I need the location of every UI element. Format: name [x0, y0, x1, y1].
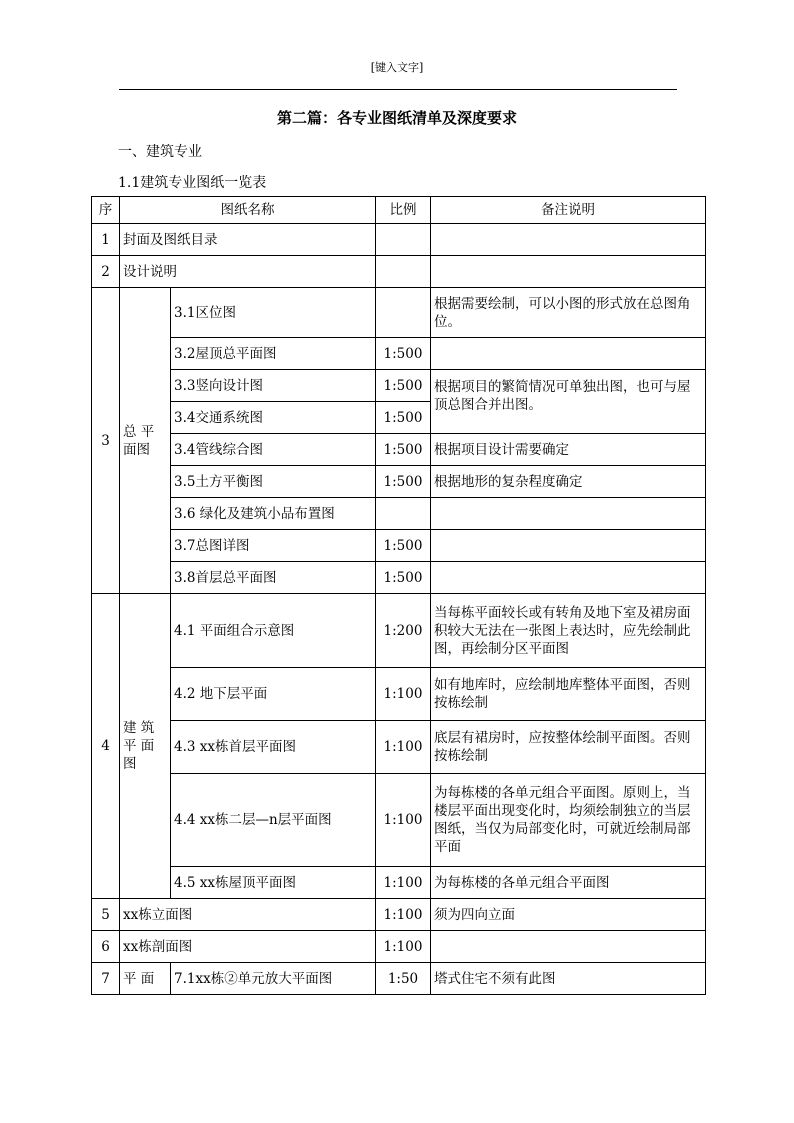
- row-ratio: 1:500: [376, 562, 431, 594]
- row-ratio: 1:200: [376, 594, 431, 668]
- table-row: [92, 530, 706, 562]
- row-ratio: 1:500: [376, 434, 431, 466]
- row-ratio: 1:100: [376, 774, 431, 867]
- header-name: 图纸名称: [120, 197, 376, 224]
- row-ratio: 1:100: [376, 931, 431, 963]
- row-ratio: [376, 256, 431, 288]
- row-seq: 3: [92, 288, 120, 594]
- header-note: 备注说明: [431, 197, 706, 224]
- table-row: [92, 370, 706, 402]
- subsection-heading: 1.1建筑专业图纸一览表: [118, 175, 267, 191]
- row-ratio: 1:50: [376, 963, 431, 995]
- row-name: 3.1区位图: [171, 288, 376, 338]
- row-note: 须为四向立面: [431, 899, 706, 931]
- row-note: 当每栋平面较长或有转角及地下室及裙房面积较大无法在一张图上表达时，应先绘制此图，再绘制分区平面图: [431, 594, 706, 668]
- header-ratio: 比例: [376, 197, 431, 224]
- row-ratio: 1:500: [376, 338, 431, 370]
- table-row: [92, 498, 706, 530]
- table-row: [92, 434, 706, 466]
- table-row: [92, 594, 706, 668]
- header-seq: 序: [92, 197, 120, 224]
- row-note: 塔式住宅不须有此图: [431, 963, 706, 995]
- row-note: 根据项目的繁简情况可单独出图，也可与屋顶总图合并出图。: [431, 370, 706, 434]
- row-name: 4.2 地下层平面: [171, 668, 376, 721]
- row-note: 根据需要绘制，可以小图的形式放在总图角位。: [431, 288, 706, 338]
- row-name: xx栋剖面图: [120, 931, 376, 963]
- table-row: [92, 224, 706, 256]
- header-rule: [119, 89, 677, 90]
- table-row: [92, 774, 706, 867]
- row-name: 3.4交通系统图: [171, 402, 376, 434]
- row-seq: 4: [92, 594, 120, 899]
- row-note: 根据项目设计需要确定: [431, 434, 706, 466]
- row-note: 为每栋楼的各单元组合平面图: [431, 867, 706, 899]
- table-row: [92, 466, 706, 498]
- row-ratio: 1:100: [376, 899, 431, 931]
- row-note: [431, 224, 706, 256]
- row-name: 4.5 xx栋屋顶平面图: [171, 867, 376, 899]
- row-seq: 1: [92, 224, 120, 256]
- row-name: 4.4 xx栋二层—n层平面图: [171, 774, 376, 867]
- row-note: [431, 931, 706, 963]
- table-row: [92, 338, 706, 370]
- row-ratio: [376, 498, 431, 530]
- row-name: xx栋立面图: [120, 899, 376, 931]
- row-name: 3.4管线综合图: [171, 434, 376, 466]
- page-header: [键入文字]: [370, 61, 424, 74]
- section-heading: 一、建筑专业: [118, 144, 202, 160]
- table-row: [92, 721, 706, 774]
- row-ratio: [376, 288, 431, 338]
- document-title: 第二篇：各专业图纸清单及深度要求: [276, 109, 517, 127]
- row-note: 根据地形的复杂程度确定: [431, 466, 706, 498]
- row-name: 3.3竖向设计图: [171, 370, 376, 402]
- row-seq: 6: [92, 931, 120, 963]
- row-note: [431, 530, 706, 562]
- row-ratio: 1:100: [376, 668, 431, 721]
- row-seq: 7: [92, 963, 120, 995]
- row-note: [431, 256, 706, 288]
- row-note: [431, 338, 706, 370]
- row-name: 设计说明: [120, 256, 376, 288]
- row-ratio: 1:500: [376, 466, 431, 498]
- row-note: [431, 498, 706, 530]
- row-ratio: 1:100: [376, 867, 431, 899]
- table-row: [92, 288, 706, 338]
- drawing-list-table: [91, 196, 706, 995]
- row-name: 3.2屋顶总平面图: [171, 338, 376, 370]
- row-name: 3.7总图详图: [171, 530, 376, 562]
- table-row: [92, 931, 706, 963]
- row-note: [431, 562, 706, 594]
- row-category: 平 面: [120, 963, 171, 995]
- table-row: [92, 562, 706, 594]
- row-category: 建 筑 平 面 图: [120, 594, 171, 899]
- row-name: 4.3 xx栋首层平面图: [171, 721, 376, 774]
- row-ratio: [376, 224, 431, 256]
- table-row: [92, 668, 706, 721]
- row-ratio: 1:500: [376, 370, 431, 402]
- row-name: 封面及图纸目录: [120, 224, 376, 256]
- row-name: 4.1 平面组合示意图: [171, 594, 376, 668]
- row-note: 如有地库时，应绘制地库整体平面图，否则按栋绘制: [431, 668, 706, 721]
- row-note: 为每栋楼的各单元组合平面图。原则上，当楼层平面出现变化时，均须绘制独立的当层图纸，当仅为局部变化时，可就近绘制局部平面: [431, 774, 706, 867]
- row-name: 3.8首层总平面图: [171, 562, 376, 594]
- row-ratio: 1:500: [376, 402, 431, 434]
- row-ratio: 1:100: [376, 721, 431, 774]
- row-seq: 5: [92, 899, 120, 931]
- table-row: [92, 899, 706, 931]
- row-seq: 2: [92, 256, 120, 288]
- row-name: 7.1xx栋②单元放大平面图: [171, 963, 376, 995]
- row-category: 总 平 面图: [120, 288, 171, 594]
- row-name: 3.5土方平衡图: [171, 466, 376, 498]
- table-row: [92, 867, 706, 899]
- table-row: [92, 256, 706, 288]
- table-row: [92, 963, 706, 995]
- row-ratio: 1:500: [376, 530, 431, 562]
- row-note: 底层有裙房时，应按整体绘制平面图。否则按栋绘制: [431, 721, 706, 774]
- table-header-row: [92, 197, 706, 224]
- row-name: 3.6 绿化及建筑小品布置图: [171, 498, 376, 530]
